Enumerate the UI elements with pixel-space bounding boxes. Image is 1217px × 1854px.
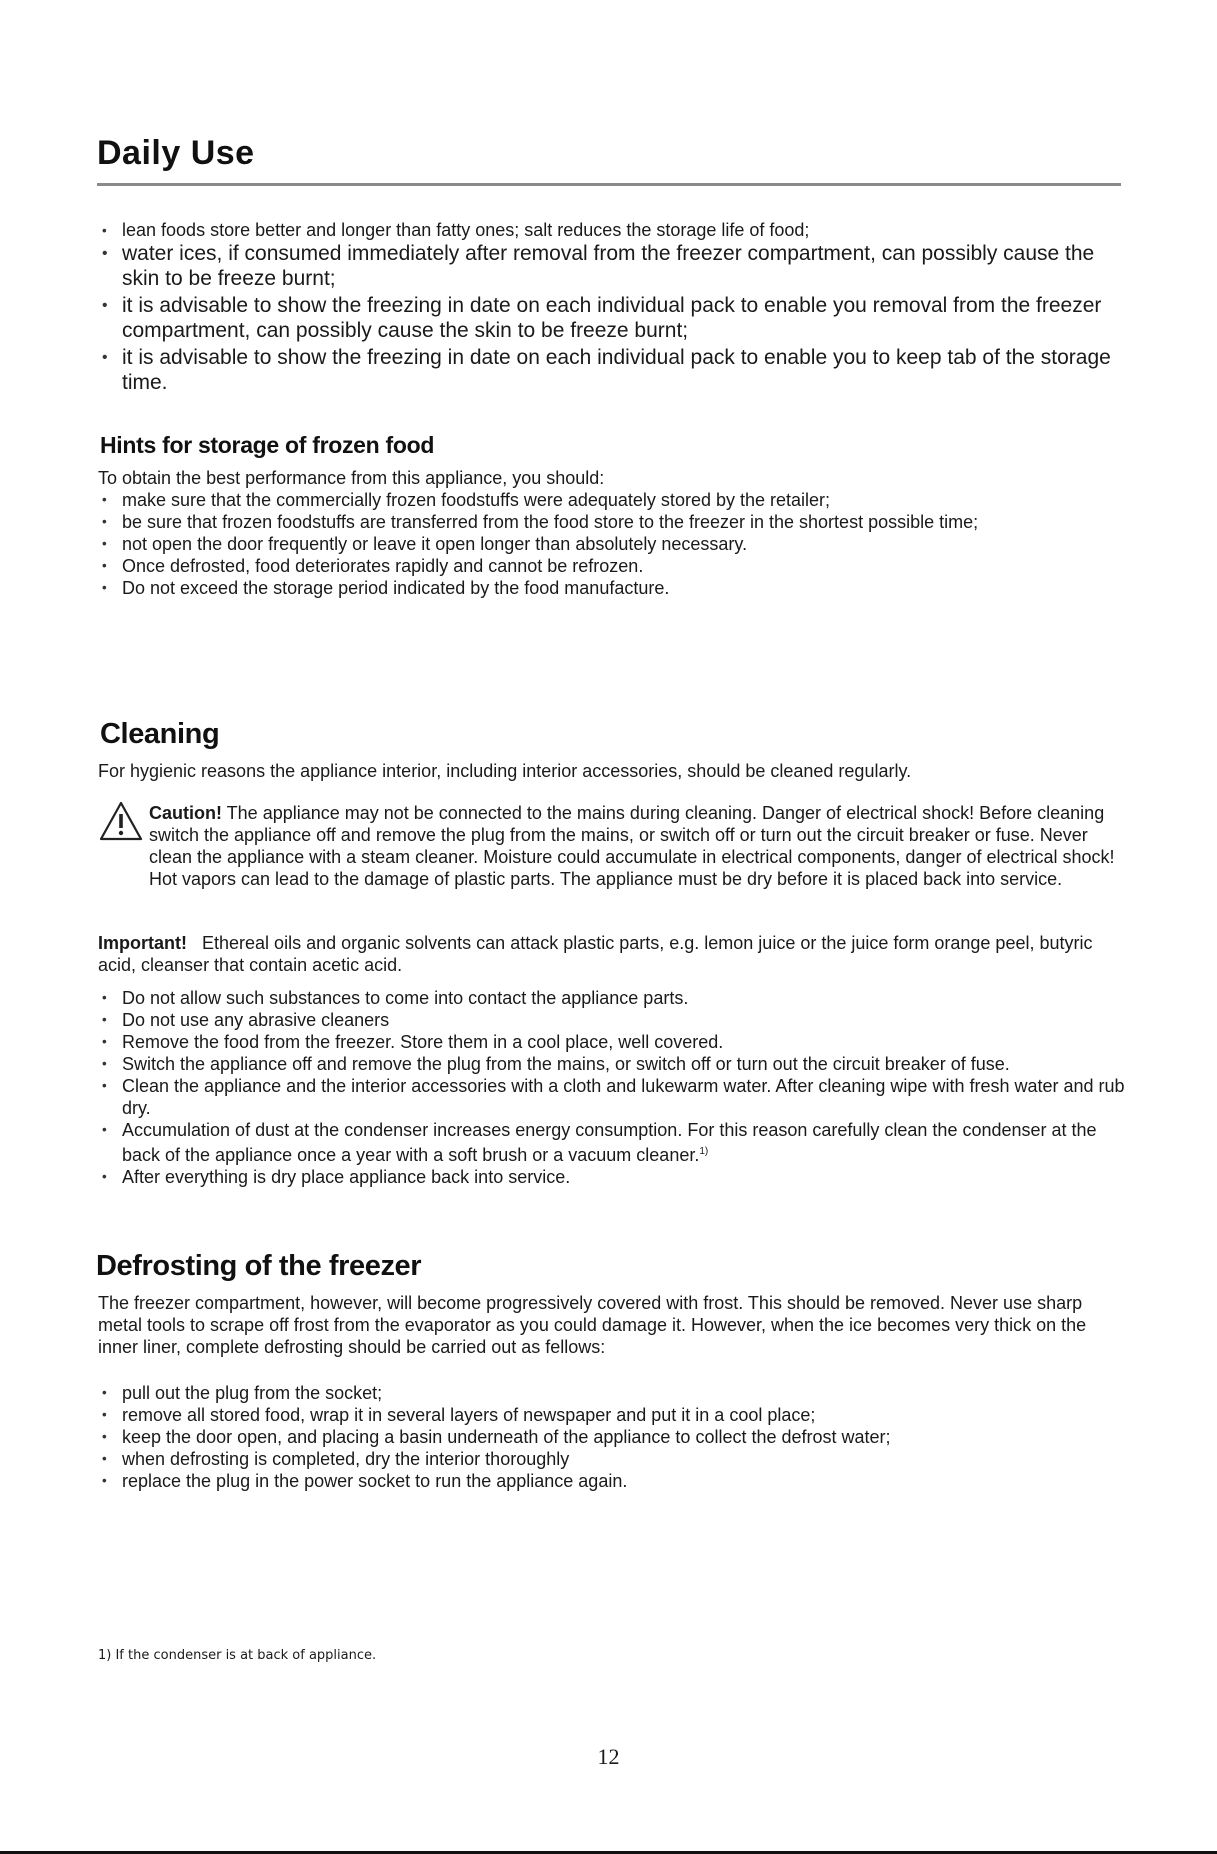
list-item: • it is advisable to show the freezing in date on each individual pack to enable you removal from the freezer compartment, can possibly cause the skin to be freeze burnt; <box>98 293 1118 343</box>
list-item: • Do not use any abrasive cleaners <box>98 1009 1128 1031</box>
important-body: Ethereal oils and organic solvents can attack plastic parts, e.g. lemon juice or the juice form orange peel, butyric acid, cleanser that contain acetic acid. <box>98 933 1093 975</box>
list-item: • keep the door open, and placing a basin underneath of the appliance to collect the defrost water; <box>98 1426 1128 1448</box>
list-item-text: Accumulation of dust at the condenser increases energy consumption. For this reason carefully clean the condenser at the back of the appliance once a year with a soft brush or a vacuum cleaner. <box>122 1120 1097 1165</box>
list-item: • Do not allow such substances to come into contact the appliance parts. <box>98 987 1128 1009</box>
hints-heading: Hints for storage of frozen food <box>100 432 435 458</box>
footnote: 1) If the condenser is at back of appliance. <box>98 1648 377 1663</box>
list-item: • water ices, if consumed immediately after removal from the freezer compartment, can possibly cause the skin to be freeze burnt; <box>98 241 1118 291</box>
list-item: • replace the plug in the power socket to run the appliance again. <box>98 1470 1128 1492</box>
cleaning-intro: For hygienic reasons the appliance interior, including interior accessories, should be cleaned regularly. <box>98 761 912 781</box>
list-item <box>98 1119 1128 1166</box>
list-item: • when defrosting is completed, dry the interior thoroughly <box>98 1448 1128 1470</box>
list-item: • it is advisable to show the freezing in date on each individual pack to enable you to keep tab of the storage time. <box>98 345 1118 395</box>
page-number: 12 <box>597 1744 620 1769</box>
title-divider <box>97 183 1121 186</box>
caution-text <box>149 802 1123 890</box>
warning-triangle-icon <box>98 800 144 842</box>
list-item: • Once defrosted, food deteriorates rapidly and cannot be refrozen. <box>98 555 1118 577</box>
list-item: • not open the door frequently or leave it open longer than absolutely necessary. <box>98 533 1118 555</box>
list-item: • pull out the plug from the socket; <box>98 1382 1128 1404</box>
intro-list <box>98 220 1118 395</box>
important-label: Important! <box>98 933 187 953</box>
defrosting-list <box>98 1382 1128 1492</box>
cleaning-list <box>98 987 1128 1188</box>
defrosting-heading: Defrosting of the freezer <box>96 1250 422 1282</box>
page-title: Daily Use <box>97 134 255 172</box>
list-item: • After everything is dry place appliance back into service. <box>98 1166 1128 1188</box>
defrosting-intro: The freezer compartment, however, will become progressively covered with frost. This should be removed. Never use sharp metal tools to scrape off frost from the evaporator as you could damage it. However, when the ice becomes very thick on the inner liner, complete defrosting should be carried out as fellows: <box>98 1293 1087 1357</box>
hints-list <box>98 489 1118 599</box>
important-note <box>98 932 1128 976</box>
caution-label: Caution! <box>149 803 222 823</box>
cleaning-heading: Cleaning <box>100 718 220 750</box>
hints-intro: To obtain the best performance from this appliance, you should: <box>98 468 605 488</box>
list-item: • Do not exceed the storage period indicated by the food manufacture. <box>98 577 1118 599</box>
list-item: • lean foods store better and longer than fatty ones; salt reduces the storage life of food; <box>98 220 1118 241</box>
caution-body: The appliance may not be connected to the mains during cleaning. Danger of electrical shock! Before cleaning switch the appliance off and remove the plug from the mains, or switch off or turn out the circuit breaker or fuse. Never clean the appliance with a steam cleaner. Moisture could accumulate in electrical components, danger of electrical shock! Hot vapors can lead to the damage of plastic parts. The appliance must be dry before it is placed back into service. <box>149 803 1115 889</box>
list-item: • remove all stored food, wrap it in several layers of newspaper and put it in a cool place; <box>98 1404 1128 1426</box>
list-item: • Switch the appliance off and remove the plug from the mains, or switch off or turn out the circuit breaker of fuse. <box>98 1053 1128 1075</box>
list-item: • make sure that the commercially frozen foodstuffs were adequately stored by the retailer; <box>98 489 1118 511</box>
list-item: • be sure that frozen foodstuffs are transferred from the food store to the freezer in the shortest possible time; <box>98 511 1118 533</box>
list-item: • Remove the food from the freezer. Store them in a cool place, well covered. <box>98 1031 1128 1053</box>
list-item: • Clean the appliance and the interior accessories with a cloth and lukewarm water. After cleaning wipe with fresh water and rub dry. <box>98 1075 1128 1119</box>
footnote-marker: 1) <box>699 1146 709 1157</box>
